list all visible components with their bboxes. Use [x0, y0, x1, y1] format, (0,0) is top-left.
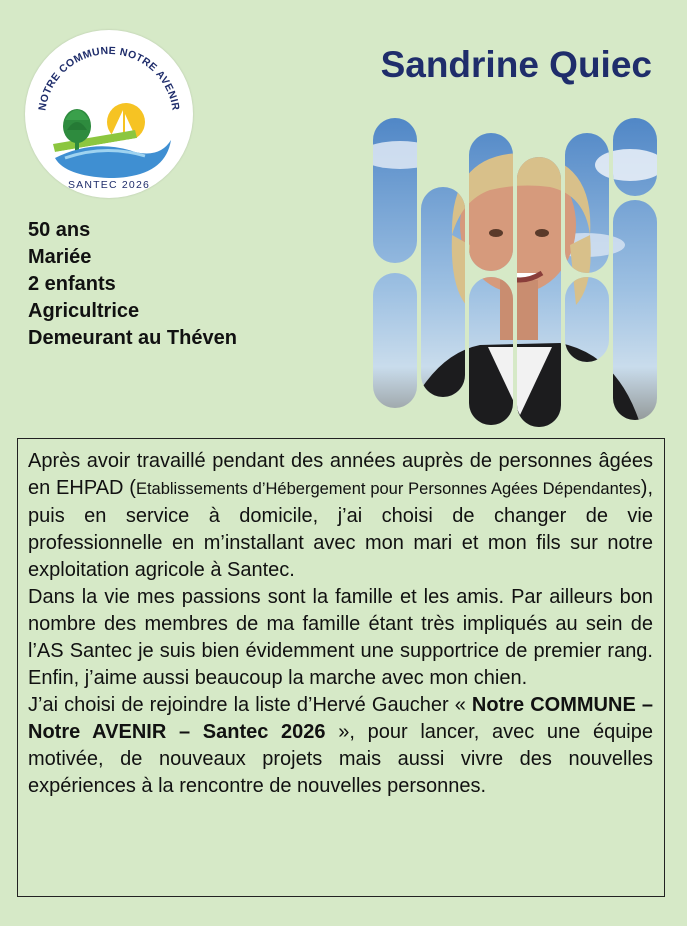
fact-occupation: Agricultrice	[28, 300, 140, 322]
bio-paragraph-3	[28, 692, 653, 800]
biography-box	[17, 438, 665, 897]
bio-p3-text-end: », pour lancer, avec une équipe motivée, de nouveaux projets mais aussi vivre des nouvelles expériences à la rencontre de nouvelles personnes.	[28, 721, 654, 797]
bio-p1-ehpad-expansion: Etablissements d’Hébergement pour Personnes Agées Dépendantes	[135, 480, 641, 498]
logo-graphic	[25, 30, 193, 198]
bio-p1-text-end: ), puis en service à domicile, j’ai choisi de changer de vie professionnelle en m’installant avec mon mari et mon fils sur notre exploitation agricole à Santec.	[28, 477, 653, 581]
svg-text:NOTRE COMMUNE NOTRE AVENIR	[36, 45, 181, 112]
bio-p1-text: Après avoir travaillé pendant des années auprès de personnes âgées en EHPAD (	[28, 450, 653, 499]
fact-age: 50 ans	[28, 219, 91, 241]
candidate-photo	[370, 115, 660, 430]
bio-paragraph-2: Dans la vie mes passions sont la famille et les amis. Par ailleurs bon nombre des membres de ma famille étant très impliqués au sein de l’AS Santec je suis bien évidemment une supportrice de premier rang. Enfin, j’aime aussi beaucoup la marche avec mon chien.	[28, 586, 653, 689]
campaign-logo	[25, 30, 193, 198]
logo-arc-text: NOTRE COMMUNE NOTRE AVENIR	[36, 44, 182, 112]
fact-children: 2 enfants	[28, 273, 116, 295]
fact-residence: Demeurant au Théven	[28, 327, 237, 349]
fact-marital-status: Mariée	[28, 246, 92, 268]
bio-list-name: Notre COMMUNE – Notre AVENIR – Santec 2026	[28, 694, 653, 743]
candidate-facts	[28, 217, 237, 352]
logo-bottom-text: SANTEC 2026	[67, 179, 151, 191]
candidate-name: Sandrine Quiec	[380, 44, 652, 85]
bio-p3-text: J’ai choisi de rejoindre la liste d’Hervé Gaucher «	[28, 694, 472, 716]
bio-paragraph-1	[28, 448, 653, 584]
